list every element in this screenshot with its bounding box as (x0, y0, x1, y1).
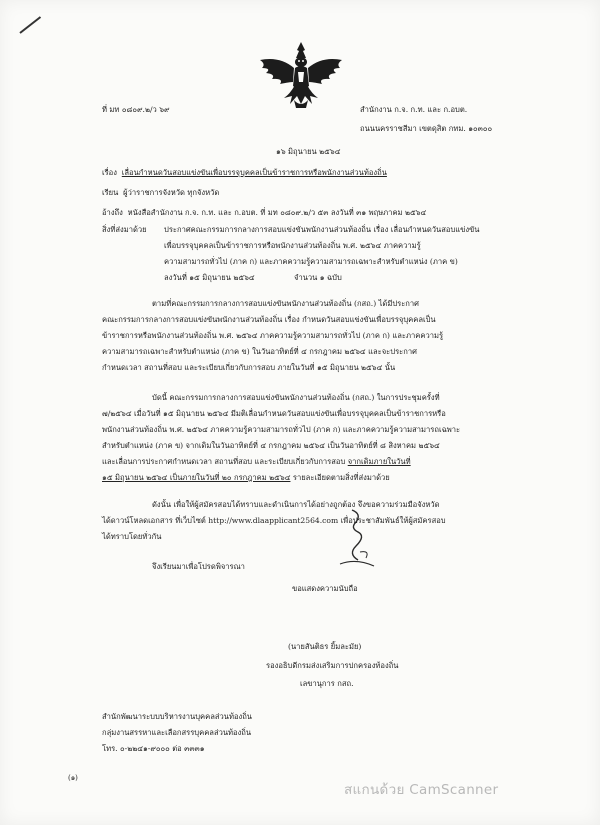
handwritten-signature-icon (322, 506, 382, 576)
para3-line-3: ได้ทราบโดยทั่วกัน (102, 532, 162, 541)
para2-line-6 (102, 472, 390, 484)
org-address: ถนนนครราชสีมา เขตดุสิต กทม. ๑๐๓๐๐ (360, 124, 493, 133)
enclosure-label: สิ่งที่ส่งมาด้วย (102, 225, 147, 234)
enclosure-line-1: ประกาศคณะกรรมการกลางการสอบแข่งขันพนักงานส่วนท้องถิ่น เรื่อง เลื่อนกำหนดวันสอบแข่งขัน (164, 225, 480, 234)
addressee-text: ผู้ว่าราชการจังหวัด ทุกจังหวัด (123, 188, 220, 197)
signature-name: (นายสันติธร ยิ้มละมัย) (288, 642, 362, 651)
signature-position-2: เลขานุการ กสถ. (300, 679, 354, 688)
para3-line-1: ดังนั้น เพื่อให้ผู้สมัครสอบได้ทราบและดำเนินการได้อย่างถูกต้อง จึงขอความร่วมมือจังหวัด (152, 500, 440, 509)
signature-position-1: รองอธิบดีกรมส่งเสริมการปกครองท้องถิ่น (266, 661, 399, 670)
enclosure-count: จำนวน ๑ ฉบับ (294, 273, 342, 282)
corner-pen-mark (19, 16, 41, 34)
doc-number: ที่ มท ๐๘๐๙.๒/ว ๖๙ (102, 105, 170, 114)
camscanner-watermark: สแกนด้วย CamScanner (344, 782, 499, 798)
para2-line-3: พนักงานส่วนท้องถิ่น พ.ศ. ๒๕๖๔ ภาคความรู้ความสามารถทั่วไป (ภาค ก) และภาคความรู้ความสามารถเฉพาะ (102, 425, 461, 434)
enclosure-line-3: ความสามารถทั่วไป (ภาค ก) และภาคความรู้ความสามารถเฉพาะสำหรับตำแหน่ง (ภาค ข) (164, 257, 458, 266)
para2-line-4: สำหรับตำแหน่ง (ภาค ข) จากเดิมในวันอาทิตย์ที่ ๔ กรกฎาคม ๒๕๖๔ เป็นวันอาทิตย์ที่ ๘ สิงหาคม ๒๕๖๔ (102, 441, 440, 450)
org-name: สำนักงาน ก.จ. ก.ท. และ ก.อบต. (360, 105, 468, 114)
para1-line-2: คณะกรรมการกลางการสอบแข่งขันพนักงานส่วนท้องถิ่น เรื่อง กำหนดวันสอบแข่งขันเพื่อบรรจุบุคคลเป็น (102, 315, 436, 324)
para1-line-5: กำหนดเวลา สถานที่สอบ และระเบียบเกี่ยวกับการสอบ ภายในวันที่ ๑๕ มิถุนายน ๒๕๖๔ นั้น (102, 363, 396, 372)
para1-line-1: ตามที่คณะกรรมการกลางการสอบแข่งขันพนักงานส่วนท้องถิ่น (กสถ.) ได้มีประกาศ (152, 299, 419, 308)
footer-phone: โทร. ๐-๒๒๔๑-๙๐๐๐ ต่อ ๓๓๓๑ (102, 744, 205, 753)
letter-date: ๑๖ มิถุนายน ๒๕๖๔ (276, 147, 341, 156)
para1-line-3: ข้าราชการหรือพนักงานส่วนท้องถิ่น พ.ศ. ๒๕๖๔ ภาคความรู้ความสามารถทั่วไป (ภาค ก) และภาคความรู้ (102, 331, 444, 340)
addressee-line (102, 187, 219, 199)
subject-line (102, 167, 387, 179)
footer-unit-2: กลุ่มงานสรรหาและเลือกสรรบุคคลส่วนท้องถิ่น (102, 728, 252, 737)
reference-line (102, 207, 426, 219)
enclosure-line-4: ลงวันที่ ๑๕ มิถุนายน ๒๕๖๔ (164, 273, 255, 282)
para3-line-2: ได้ดาวน์โหลดเอกสาร ที่เว็บไซต์ http://www.dlaapplicant2564.com เพื่อประชาสัมพันธ์ให้ผู้สมัครสอบ (102, 516, 446, 525)
page-mark: (๑) (68, 774, 78, 782)
enclosure-line-2: เพื่อบรรจุบุคคลเป็นข้าราชการหรือพนักงานส่วนท้องถิ่น พ.ศ. ๒๕๖๔ ภาคความรู้ (164, 241, 421, 250)
para2-line-5-plain: และเลื่อนการประกาศกำหนดเวลา สถานที่สอบ และระเบียบเกี่ยวกับการสอบ (102, 457, 348, 466)
para1-line-4: ความสามารถเฉพาะสำหรับตำแหน่ง (ภาค ข) ในวันอาทิตย์ที่ ๔ กรกฎาคม ๒๕๖๔ และจะประกาศ (102, 347, 417, 356)
subject-label: เรื่อง (102, 168, 117, 177)
addressee-label: เรียน (102, 188, 119, 197)
para2-line-6-plain: รายละเอียดตามสิ่งที่ส่งมาด้วย (290, 473, 390, 482)
para2-line-1: บัดนี้ คณะกรรมการกลางการสอบแข่งขันพนักงานส่วนท้องถิ่น (กสถ.) ในการประชุมครั้งที่ (152, 393, 440, 402)
reference-label: อ้างถึง (102, 208, 123, 217)
subject-text: เลื่อนกำหนดวันสอบแข่งขันเพื่อบรรจุบุคคลเป็นข้าราชการหรือพนักงานส่วนท้องถิ่น (121, 168, 387, 177)
para2-line-5 (102, 456, 411, 468)
closing-request: จึงเรียนมาเพื่อโปรดพิจารณา (152, 562, 245, 571)
signature-salutation: ขอแสดงความนับถือ (292, 584, 358, 593)
reference-text: หนังสือสำนักงาน ก.จ. ก.ท. และ ก.อบต. ที่ มท ๐๘๐๙.๒/ว ๕๓ ลงวันที่ ๓๑ พฤษภาคม ๒๕๖๔ (127, 208, 427, 217)
para2-line-2: ๗/๒๕๖๔ เมื่อวันที่ ๑๕ มิถุนายน ๒๕๖๔ มีมติเลื่อนกำหนดวันสอบแข่งขันเพื่อบรรจุบุคคลเป็นข้าราชการหรือ (102, 409, 446, 418)
garuda-emblem-icon (254, 38, 348, 112)
para2-line-5-underlined: จากเดิมภายในวันที่ (347, 457, 411, 466)
footer-unit-1: สำนักพัฒนาระบบบริหารงานบุคคลส่วนท้องถิ่น (102, 712, 253, 721)
para2-line-6-underlined: ๑๕ มิถุนายน ๒๕๖๔ เป็นภายในวันที่ ๒๐ กรกฎาคม ๒๕๖๔ (102, 473, 291, 482)
